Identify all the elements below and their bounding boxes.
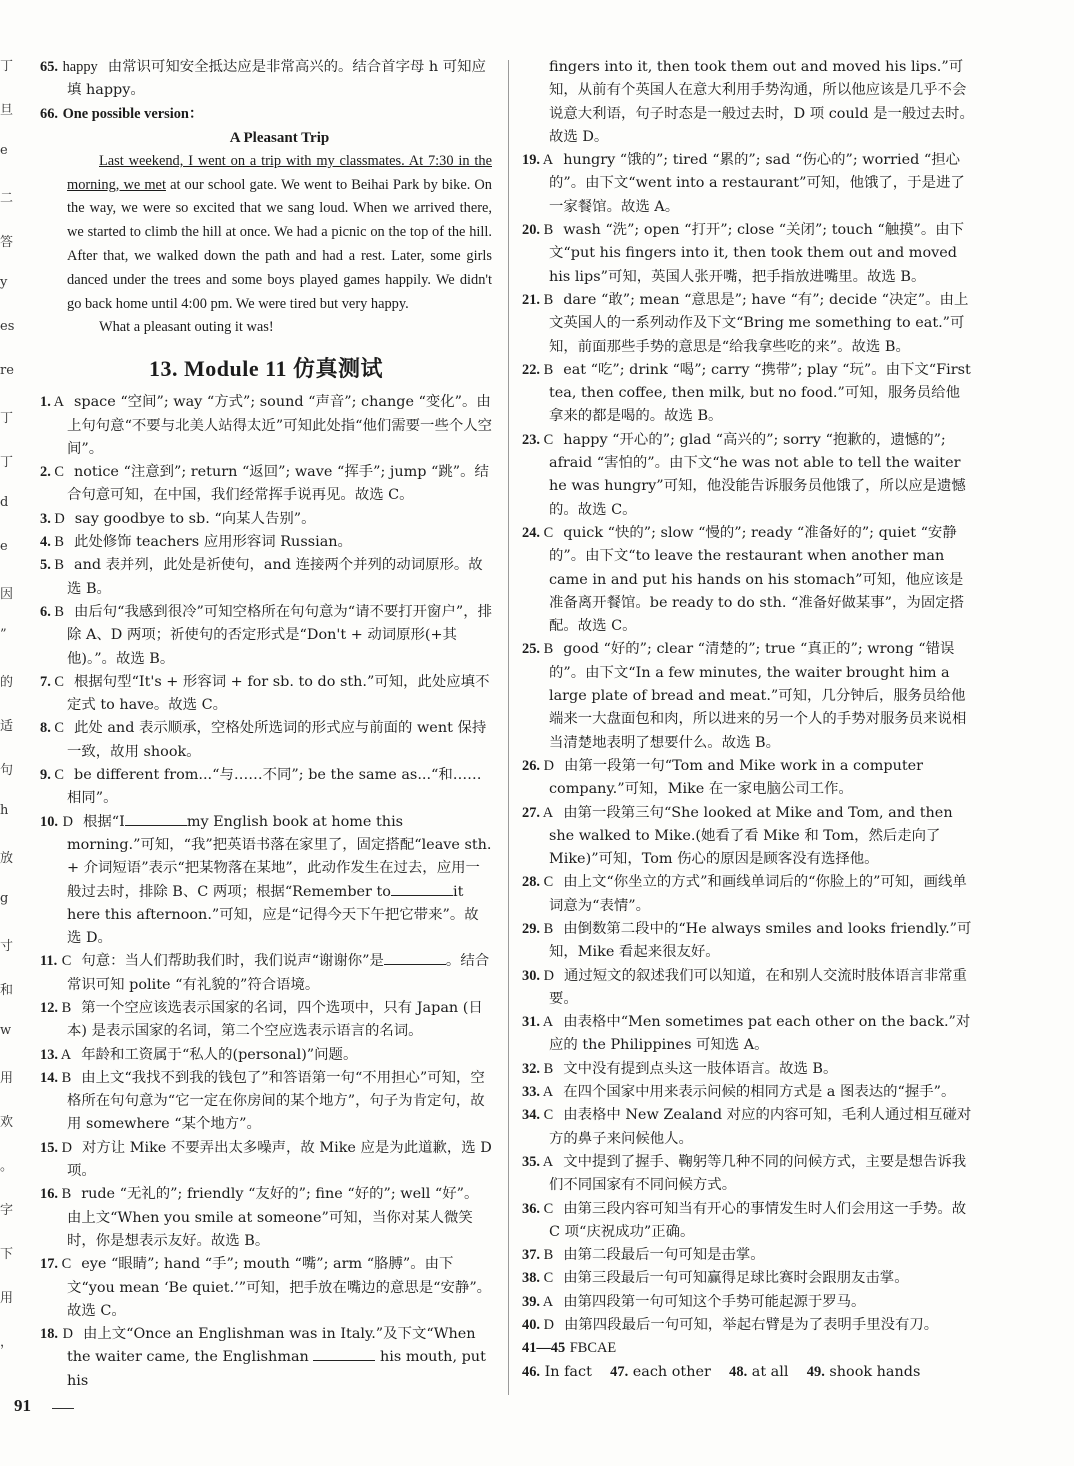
answer-letter: B	[540, 920, 554, 937]
explanation-text: 对方让 Mike 不要弄出太多噪声，故 Mike 应是为此道歉，选 D 项。	[67, 1139, 492, 1180]
answer-letter: B	[540, 1060, 554, 1077]
explanation-text: 通过短文的叙述我们可以知道，在和别人交流时肢体语言非常重要。	[549, 967, 967, 1007]
edge-fragment: 旦	[0, 103, 14, 118]
answer-item	[40, 997, 492, 1044]
explanation-text: 由表格中 New Zealand 对应的内容可知，毛利人通过相互碰对方的鼻子来问候他人。	[549, 1107, 972, 1147]
explanation-text: 由第一段第一句“Tom and Mike work in a computer company.”可知，Mike 在一家电脑公司工作。	[549, 757, 924, 798]
question-number: 12.	[40, 999, 58, 1016]
answer-letter: C	[540, 1107, 554, 1124]
explanation-text: quick “快的”; slow “慢的”; ready “准备好的”; quiet “安静的”。由下文“to leave the restaurant when another man came in and put his hands on his stomach”可知，他应该是准备离开餐馆。be ready to do sth. “准备好做某事”，为固定搭配。故选 C。	[549, 524, 964, 635]
answer-item	[522, 965, 974, 1012]
answer-item	[522, 149, 974, 219]
question-number: 17.	[40, 1256, 58, 1273]
answer-letter: D	[540, 967, 554, 984]
question-number: 15.	[40, 1139, 58, 1156]
answer-item	[522, 1198, 974, 1245]
edge-fragment: e	[0, 539, 8, 554]
question-number: 32.	[522, 1060, 540, 1077]
edge-fragment: e	[0, 143, 8, 158]
answer-item	[522, 359, 974, 429]
question-number: 40.	[522, 1317, 540, 1334]
answer-item	[522, 802, 974, 872]
answer-item	[522, 638, 974, 754]
answer-item-41-45: 41—45 FBCAE	[522, 1340, 617, 1357]
answer-item-10: 10. D 根据“I my English book at home this morning.”可知，“我”把英语书落在家里了，固定搭配“leave sth. + 介词短语”表示“把某物落在某地”，此动作发生在过去，应用一般过去时，排除 B、C 两项；根据“Remember to it here this afternoon.”可知，应是“记得今天下午把它带来”。故选 D。	[40, 813, 492, 947]
answer-letter: B	[540, 641, 554, 658]
answer-letter: C	[58, 1256, 72, 1273]
answer-item	[522, 1058, 974, 1081]
answer-item	[522, 918, 974, 965]
edge-fragment: 适	[0, 719, 14, 734]
answer-item	[40, 391, 492, 461]
edge-fragment: 因	[0, 587, 14, 602]
edge-fragment: 。	[0, 1159, 14, 1174]
answer-item-46-49: 46. In fact 47. each other 48. at all 49. shook hands	[522, 1363, 921, 1380]
answer-letter: B	[50, 534, 64, 551]
answer-letter: B	[540, 1247, 554, 1264]
answer-letter: D	[540, 757, 554, 774]
explanation-text: happy “开心的”; glad “高兴的”; sorry “抱歉的，遗憾的”; afraid “害怕的”。由下文“he was not able to tell the waiter he was hungry”可知，他没能告诉服务员他饿了，所以应是遗憾的。故选 C。	[549, 431, 966, 518]
explanation-text: 由表格中“Men sometimes pat each other on the back.”对应的 the Philippines 可知选 A。	[549, 1014, 971, 1054]
edge-fragment: ”	[0, 627, 7, 642]
edge-fragment: 寸	[0, 939, 14, 954]
question-number: 36.	[522, 1200, 540, 1217]
answer-item-11: 11. C 句意：当人们帮助我们时，我们说声“谢谢你”是 。结合常识可知 polite “有礼貌的”符合语境。	[40, 953, 490, 993]
edge-fragment: 和	[0, 983, 14, 998]
answer-item-18-continued: fingers into it, then took them out and moved his lips.”可知，从前有个英国人在意大利用手势沟通，所以他应该是几乎不会说意大利语，句子时态是一般过去时，D 项 could 是一般过去时。故选 D。	[549, 59, 974, 145]
underlined-text: Last weekend, I went on a trip with my classmates. At 7:30 in the morning, we met	[67, 152, 492, 193]
question-number: 23.	[522, 431, 540, 448]
answer-item	[40, 764, 492, 811]
answer-item	[522, 871, 974, 918]
answer-item	[40, 1067, 492, 1137]
edge-fragment: g	[0, 891, 9, 906]
explanation-text: 由第一段第三句“She looked at Mike and Tom, and then she walked to Mike.(她看了看 Mike 和 Tom，然后走向了 Mike)”可知，Tom 伤心的原因是顾客没有选择他。	[549, 804, 953, 868]
answer-list	[40, 391, 492, 810]
right-column	[522, 56, 974, 1384]
edge-fragment: 丁	[0, 411, 14, 426]
explanation-text: wash “洗”; open “打开”; close “关闭”; touch “触摸”。由下文“put his fingers into it, then took them out and moved his lips”可知，英国人张开嘴，把手指放进嘴里。故选 B。	[549, 222, 965, 285]
answer-letter: B	[58, 1186, 72, 1203]
explanation-text: dare “敢”; mean “意思是”; have “有”; decide “决定”。由上文英国人的一系列动作及下文“Bring me something to eat.”可知，前面那些手势的意思是“给我拿些吃的来”。故选 B。	[549, 291, 969, 355]
answer-item	[40, 1044, 492, 1067]
answer-letter: A	[540, 1014, 554, 1031]
answer-letter: D	[540, 1317, 554, 1334]
answer-item	[40, 1253, 492, 1323]
blank-line	[384, 952, 446, 965]
edge-fragment: 二	[0, 191, 14, 206]
column-divider	[508, 60, 509, 1395]
explanation-text: 文中提到了握手、鞠躬等几种不同的问候方式，主要是想告诉我们不同国家有不同问候方式。	[549, 1153, 967, 1194]
explanation-text: rude “无礼的”; friendly “友好的”; fine “好的”; well “好”。由上文“When you smile at someone”可知，当你对某人微笑时，你是想表示友好。故选 B。	[67, 1186, 479, 1249]
question-number: 1.	[40, 394, 51, 411]
question-number: 5.	[40, 557, 51, 574]
answer-letter: B	[58, 1069, 72, 1086]
edge-fragment: 丁	[0, 455, 14, 470]
adjacent-page-edge	[0, 55, 14, 1375]
explanation-text: notice “注意到”; return “返回”; wave “挥手”; jump “跳”。结合句意可知，在中国，我们经常挥手说再见。故选 C。	[67, 464, 489, 504]
answer-item	[522, 1104, 974, 1151]
edge-fragment: 句	[0, 763, 14, 778]
section-title: 13. Module 11 仿真测试	[149, 356, 383, 382]
answer-letter: C	[540, 1270, 554, 1287]
question-number: 30.	[522, 967, 540, 984]
edge-fragment: es	[0, 319, 14, 334]
edge-fragment: w	[0, 1023, 12, 1038]
answer-letter: B	[540, 361, 554, 378]
question-number: 16.	[40, 1186, 58, 1203]
explanation-text: 由倒数第二段中的“He always smiles and looks friendly.”可知，Mike 看起来很友好。	[549, 920, 972, 961]
question-number: 24.	[522, 524, 540, 541]
explanation-text: 由第三段最后一句可知赢得足球比赛时会跟朋友击掌。	[563, 1270, 909, 1287]
blank-line	[391, 883, 453, 896]
edge-fragment: 欢	[0, 1115, 14, 1130]
explanation-text: 由第四段第一句可知这个手势可能起源于罗马。	[563, 1293, 866, 1310]
explanation-text: 由后句“我感到很冷”可知空格所在句句意为“请不要打开窗户”，排除 A、D 两项；祈使句的否定形式是“Don't + 动词原形(+其他)。”。故选 B。	[67, 603, 492, 667]
page-number: 91	[14, 1396, 31, 1415]
edge-fragment: 的	[0, 675, 14, 690]
edge-fragment: y	[0, 275, 8, 290]
answer-item	[522, 1011, 974, 1058]
answer-item	[40, 601, 492, 671]
question-number: 31.	[522, 1014, 540, 1031]
question-number: 4.	[40, 534, 51, 551]
edge-fragment: 用	[0, 1291, 14, 1306]
edge-fragment: 丁	[0, 59, 14, 74]
answer-item	[522, 289, 974, 359]
answer-letter: A	[50, 394, 64, 411]
answer-item	[40, 1137, 492, 1184]
answer-item	[522, 1244, 974, 1267]
left-column	[40, 56, 492, 1393]
answer-item	[522, 1267, 974, 1290]
answer-letter: A	[540, 1293, 554, 1310]
essay-paragraph: Last weekend, I went on a trip with my classmates. At 7:30 in the morning, we met at our school gate. We went to Beihai Park by bike. On the way, we were so excited that we sang loud. When we arrived there, we started to climb the hill at once. We had a picnic on the top of the hill. After that, we walked down the path and had a rest. Later, some girls danced under the trees and some boys played games happily. We didn't go back home until 4:00 pm. We were tired but very happy.	[67, 152, 492, 312]
answer-letter: D	[50, 510, 65, 527]
explanation-text: 此处修饰 teachers 应用形容词 Russian。	[74, 534, 352, 551]
explanation-text: 在四个国家中用来表示问候的相同方式是 a 图表达的“握手”。	[563, 1084, 956, 1101]
question-number: 28.	[522, 874, 540, 891]
question-number: 3.	[40, 510, 51, 527]
explanation-text: space “空间”; way “方式”; sound “声音”; change “变化”。由上句句意“不要与北美人站得太近”可知此处指“他们需要一些个人空间”。	[67, 394, 493, 457]
answer-item	[522, 755, 974, 802]
question-number: 14.	[40, 1069, 58, 1086]
answer-letter: C	[50, 767, 64, 784]
model-essay	[40, 126, 492, 340]
explanation-text: hungry “饿的”; tired “累的”; sad “伤心的”; worried “担心的”。由下文“went into a restaurant”可知，他饿了，于是进了一家餐馆。故选 A。	[549, 152, 965, 215]
answer-letter: C	[50, 720, 64, 737]
answer-list	[40, 997, 492, 1323]
edge-fragment: h	[0, 803, 9, 818]
answer-letter: D	[58, 1139, 72, 1156]
explanation-text: good “好的”; clear “清楚的”; true “真正的”; wrong “错误的”。由下文“In a few minutes, the waiter brought him a large plate of bread and meat.”可知，几分钟后，服务员给他端来一大盘面包和肉，所以进来的另一个人的手势对服务员来说相当清楚地表明了想要什么。故选 B。	[549, 641, 967, 751]
question-number: 6.	[40, 603, 51, 620]
explanation-text: 由第三段内容可知当有开心的事情发生时人们会用这一手势。故 C 项“庆祝成功”正确。	[549, 1200, 967, 1240]
answer-item	[40, 508, 492, 531]
question-number: 2.	[40, 464, 51, 481]
page-number-dash	[52, 1408, 74, 1409]
question-number: 20.	[522, 222, 540, 239]
question-number: 33.	[522, 1084, 540, 1101]
question-number: 25.	[522, 641, 540, 658]
edge-fragment: d	[0, 495, 9, 510]
answer-item-18: 18. D 由上文“Once an Englishman was in Italy.”及下文“When the waiter came, the Englishman his mouth, put his	[40, 1326, 486, 1389]
answer-letter: C	[540, 431, 554, 448]
explanation-text: 根据句型“It's + 形容词 + for sb. to do sth.”可知，此处应填不定式 to have。故选 C。	[67, 673, 490, 714]
question-number: 29.	[522, 920, 540, 937]
explanation-text: 由上文“你坐立的方式”和画线单词后的“你脸上的”可知，画线单词意为“表情”。	[549, 874, 967, 914]
answer-item	[40, 717, 492, 764]
answer-item-65: 65. happy 由常识可知安全抵达应是非常高兴的。结合首字母 h 可知应填 happy。	[40, 59, 486, 99]
question-number: 9.	[40, 767, 51, 784]
answer-letter: B	[50, 603, 64, 620]
answer-item	[522, 1314, 974, 1337]
explanation-text: 第一个空应该选表示国家的名词，四个选项中，只有 Japan (日本) 是表示国家的名词，第二个空应选表示语言的名词。	[67, 999, 483, 1040]
answer-letter: B	[58, 999, 72, 1016]
answer-letter: B	[540, 222, 554, 239]
answer-item	[522, 1291, 974, 1314]
question-number: 39.	[522, 1293, 540, 1310]
answer-letter: A	[540, 152, 554, 169]
question-number: 13.	[40, 1046, 58, 1063]
answer-letter: B	[50, 557, 64, 574]
explanation-text: say goodbye to sb. “向某人告别”。	[74, 510, 316, 527]
answer-item	[522, 1151, 974, 1198]
edge-fragment: re	[0, 363, 14, 378]
explanation-text: be different from...“与……不同”; be the same as...“和……相同”。	[67, 767, 482, 807]
answer-letter: C	[50, 673, 64, 690]
explanation-text: eye “眼睛”; hand “手”; mouth “嘴”; arm “胳膊”。由下文“you mean ‘Be quiet.’”可知，把手放在嘴边的意思是“安静”。故选 C。	[67, 1256, 492, 1319]
explanation-text: 此处 and 表示顺承，空格处所选词的形式应与前面的 went 保持一致，故用 shook。	[67, 720, 487, 760]
answer-item	[40, 1183, 492, 1253]
question-number: 35.	[522, 1153, 540, 1170]
answer-item	[40, 461, 492, 508]
explanation-text: 由第四段最后一句可知，举起右臂是为了表明手里没有刀。	[564, 1317, 939, 1334]
answer-list	[522, 149, 974, 1337]
answer-item	[522, 522, 974, 638]
question-number: 27.	[522, 804, 540, 821]
question-number: 22.	[522, 361, 540, 378]
explanation-text: 由第二段最后一句可知是击掌。	[563, 1247, 765, 1264]
question-number: 38.	[522, 1270, 540, 1287]
question-number: 7.	[40, 673, 51, 690]
answer-letter: C	[540, 1200, 554, 1217]
explanation-text: eat “吃”; drink “喝”; carry “携带”; play “玩”。由下文“First tea, then coffee, then milk, but no food.”可知，服务员给他拿来的都是喝的。故选 B。	[549, 361, 971, 425]
question-number: 37.	[522, 1247, 540, 1264]
answer-item	[522, 429, 974, 522]
answer-letter: C	[50, 464, 64, 481]
answer-letter: B	[540, 291, 554, 308]
edge-fragment: ，	[0, 1335, 14, 1350]
blank-line	[313, 1348, 375, 1361]
answer-item	[522, 1081, 974, 1104]
edge-fragment: 用	[0, 1071, 14, 1086]
question-number: 8.	[40, 720, 51, 737]
answer-item	[40, 554, 492, 601]
question-number: 19.	[522, 152, 540, 169]
answer-letter: C	[540, 524, 554, 541]
answer-letter: A	[540, 1153, 554, 1170]
answer-item-66: 66. One possible version：	[40, 105, 204, 122]
blank-line	[125, 813, 187, 826]
answer-letter: A	[540, 804, 554, 821]
explanation-text: 年龄和工资属于“私人的(personal)”问题。	[81, 1046, 358, 1063]
essay-title: A Pleasant Trip	[229, 129, 330, 146]
explanation-text: 由上文“我找不到我的钱包了”和答语第一句“不用担心”可知，空格所在句句意为“它一定在你房间的某个地方”，句子为肯定句，故用 somewhere “某个地方”。	[67, 1069, 485, 1133]
answer-letter: A	[540, 1084, 554, 1101]
edge-fragment: 放	[0, 851, 14, 866]
essay-closing: What a pleasant outing it was!	[99, 319, 274, 336]
question-number: 21.	[522, 291, 540, 308]
edge-fragment: 下	[0, 1247, 14, 1262]
question-number: 26.	[522, 757, 540, 774]
answer-item	[40, 531, 492, 554]
answer-letter: C	[540, 874, 554, 891]
answer-letter: A	[58, 1046, 72, 1063]
question-number: 34.	[522, 1107, 540, 1124]
edge-fragment: 答	[0, 235, 14, 250]
edge-fragment: 字	[0, 1203, 14, 1218]
explanation-text: 文中没有提到点头这一肢体语言。故选 B。	[563, 1060, 838, 1077]
explanation-text: and 表并列，此处是祈使句，and 连接两个并列的动词原形。故选 B。	[67, 557, 483, 597]
answer-item	[40, 671, 492, 718]
answer-item	[522, 219, 974, 289]
